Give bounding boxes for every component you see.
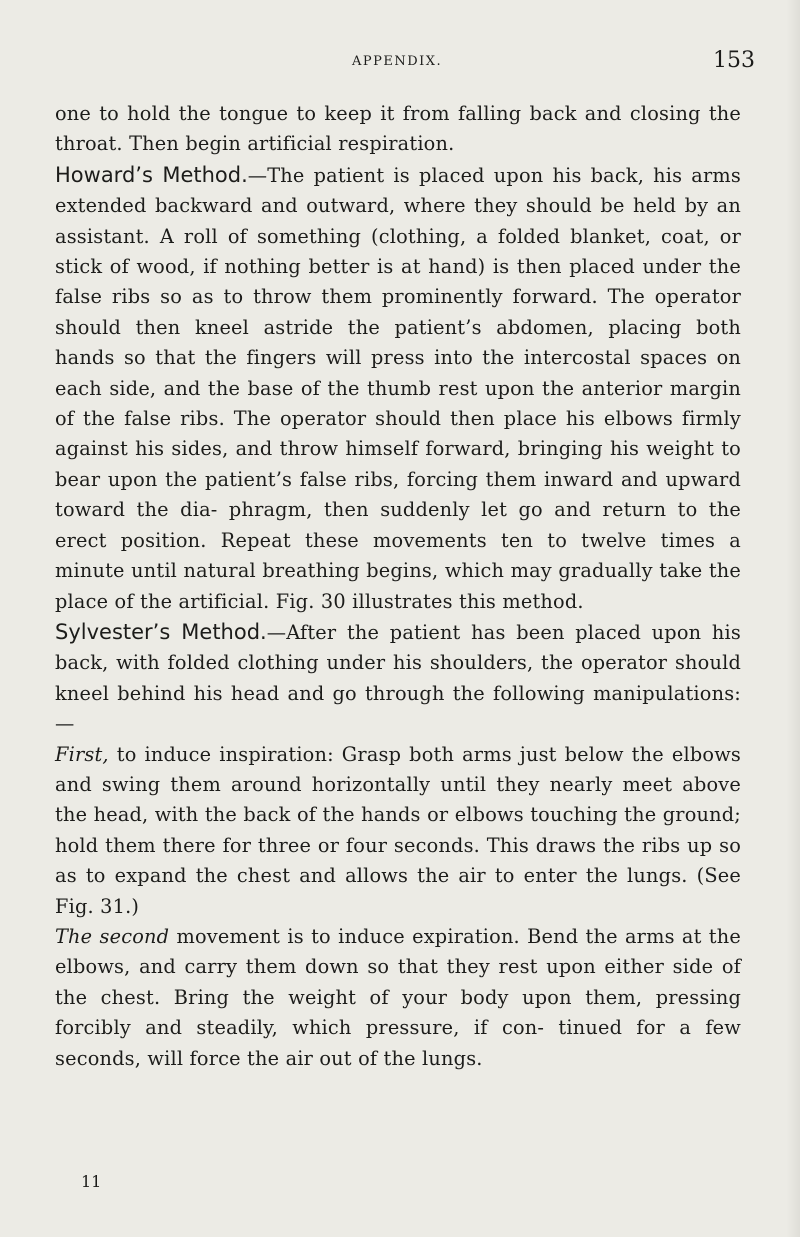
- second-text: movement is to induce expiration. Bend the arms at the elbows, and carry them down so that they rest upon either side of the chest. Bring the weight of your body upon them, pressing forcibly and steadily, which pressure, if con- tinued for a few seconds, will force the air out of the lungs.: [55, 924, 741, 1070]
- first-text: to induce inspiration: Grasp both arms just below the elbows and swing them around horizontally until they nearly meet above the head, with the back of the hands or elbows touching the ground; hold them there for three or four seconds. This draws the ribs up so as to expand the chest and allows the air to enter the lungs. (See Fig. 31.): [55, 742, 741, 918]
- sylvester-method-heading: Sylvester’s Method.: [55, 619, 267, 644]
- running-title: APPENDIX.: [352, 54, 443, 69]
- howard-method-heading: Howard’s Method.: [55, 162, 248, 187]
- body-text: [55, 99, 741, 1074]
- paragraph-intro: [55, 99, 741, 160]
- first-lead: First,: [55, 742, 109, 766]
- howard-method-text: —The patient is placed upon his back, his arms extended backward and outward, where they should be held by an assistant. A roll of something (clothing, a folded blanket, coat, or stick of wood, if nothing better is at hand) is then placed under the false ribs so as to throw them prominently forward. The operator should then kneel astride the patient’s abdomen, placing both hands so that the fingers will press into the intercostal spaces on each side, and the base of the thumb rest upon the anterior margin of the false ribs. The operator should then place his elbows firmly against his sides, and throw himself forward, bringing his weight to bear upon the patient’s false ribs, forcing them inward and upward toward the dia- phragm, then suddenly let go and return to the erect position. Repeat these movements ten to twelve times a minute until natural breathing begins, which may gradually take the place of the artificial. Fig. 30 illustrates this method.: [55, 163, 741, 613]
- sylvester-method-text: —After the patient has been placed upon his back, with folded clothing under his shoulders, the operator should kneel behind his head and go through the following manipulations:—: [55, 620, 741, 736]
- page-number: 153: [713, 48, 755, 73]
- paragraph-sylvester: [55, 617, 741, 740]
- paragraph-intro-text: one to hold the tongue to keep it from falling back and closing the throat. Then begin artificial respiration.: [55, 102, 741, 156]
- paragraph-second: [55, 922, 741, 1074]
- page-edge-shadow: [786, 0, 800, 1237]
- paragraph-howard: [55, 160, 741, 617]
- paragraph-first: [55, 740, 741, 922]
- second-lead: The second: [55, 924, 170, 948]
- signature-mark: 11: [81, 1172, 102, 1191]
- running-head: [0, 50, 800, 80]
